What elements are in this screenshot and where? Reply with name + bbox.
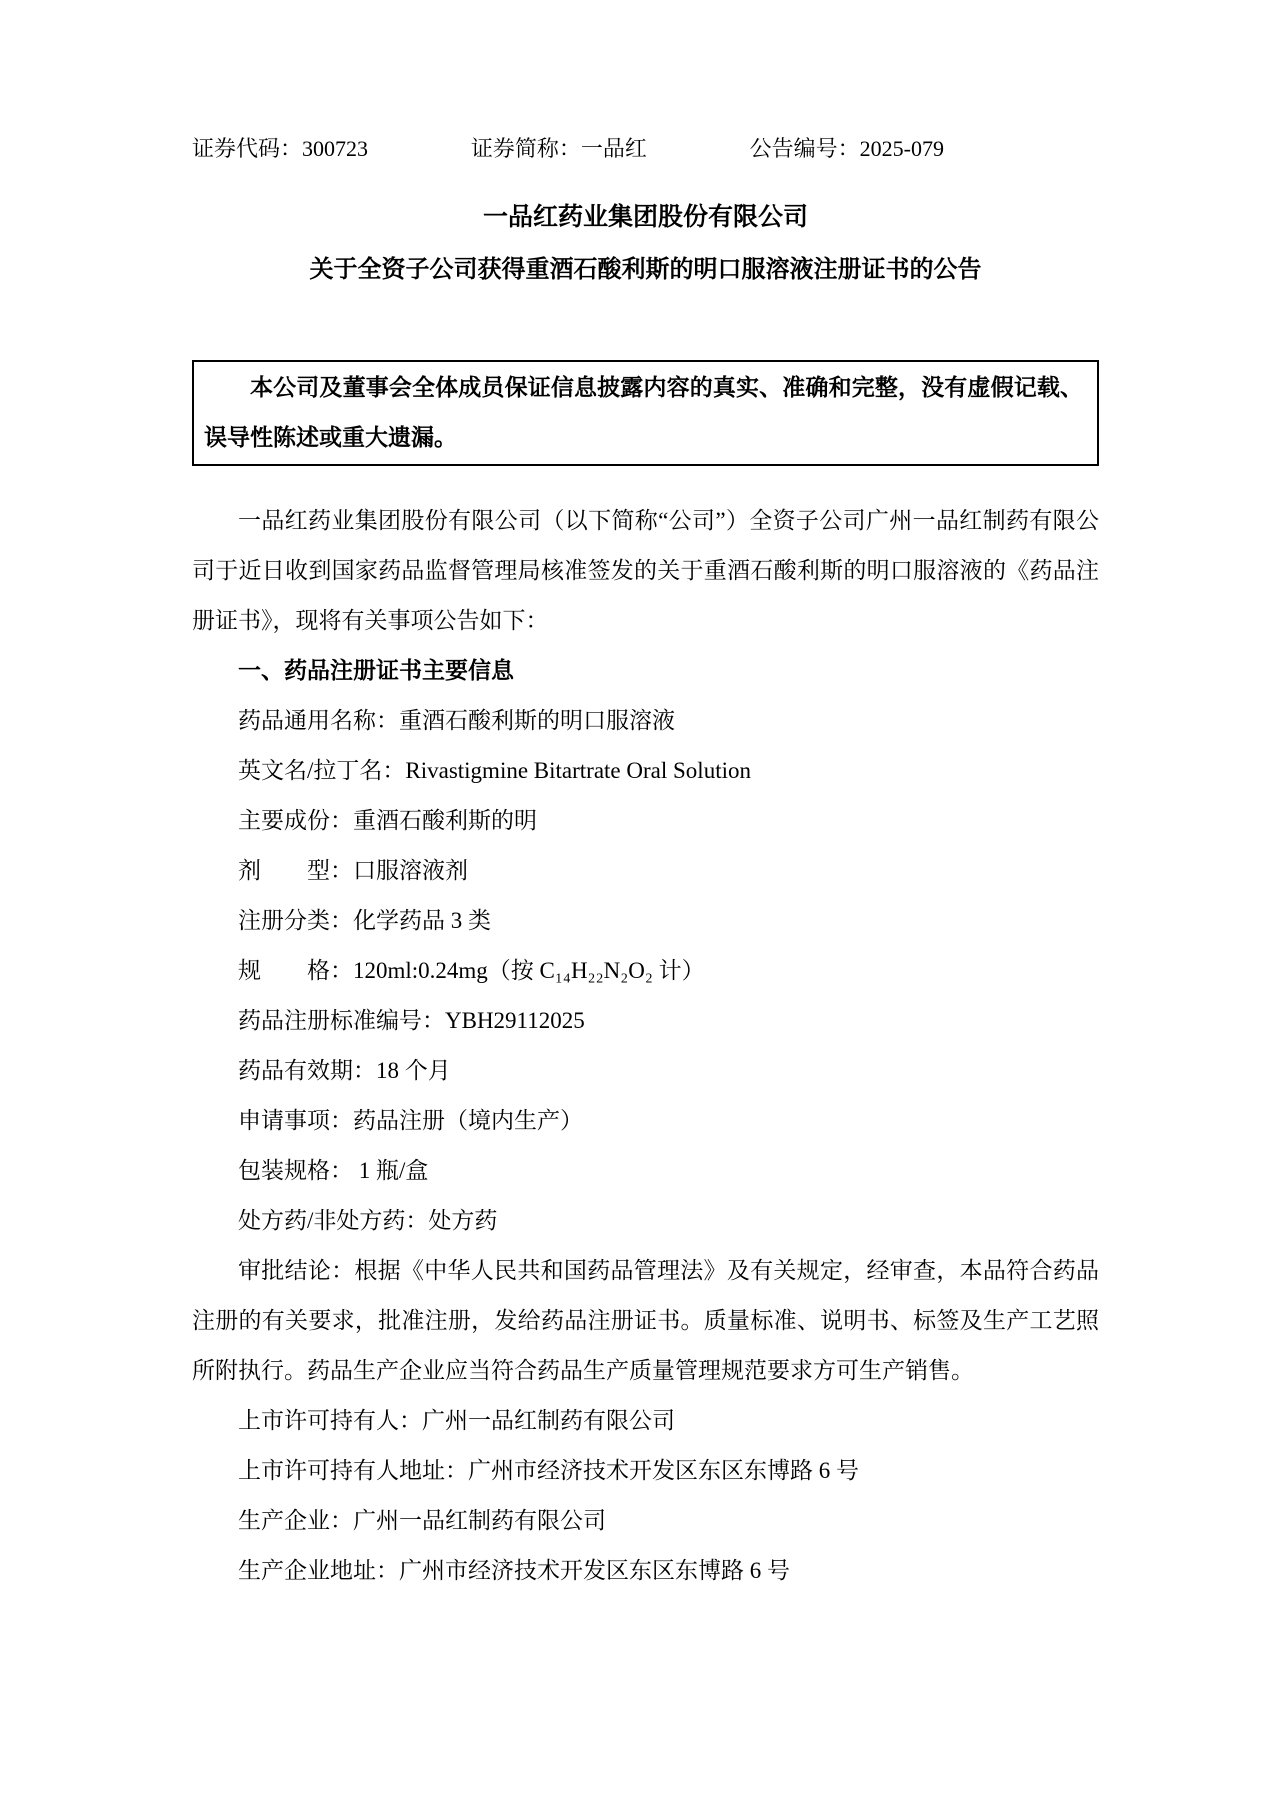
disclaimer-box bbox=[192, 360, 1099, 466]
company-title: 一品红药业集团股份有限公司 bbox=[482, 204, 808, 231]
field-rx-otc: 处方药/非处方药：处方药 bbox=[238, 1208, 498, 1233]
field-manufacturer-address: 生产企业地址：广州市经济技术开发区东区东博路 6 号 bbox=[238, 1558, 790, 1583]
stock-short-name: 证券简称：一品红 bbox=[470, 136, 647, 161]
announcement-number: 公告编号：2025-079 bbox=[749, 136, 944, 161]
intro-paragraph: 一品红药业集团股份有限公司（以下简称“公司”）全资子公司广州一品红制药有限公司于近日收到国家药品监督管理局核准签发的关于重酒石酸利斯的明口服溶液的《药品注册证书》，现将有关事项公告如下： bbox=[192, 508, 1099, 633]
field-registration-standard-number: 药品注册标准编号：YBH29112025 bbox=[238, 1008, 585, 1033]
field-registration-category: 注册分类：化学药品 3 类 bbox=[238, 908, 491, 933]
stock-code: 证券代码：300723 bbox=[192, 136, 369, 161]
field-english-name: 英文名/拉丁名：Rivastigmine Bitartrate Oral Solution bbox=[238, 758, 751, 783]
field-package-specification: 包装规格： 1 瓶/盒 bbox=[238, 1158, 429, 1183]
document-header-row bbox=[192, 134, 1099, 164]
disclaimer-text: 本公司及董事会全体成员保证信息披露内容的真实、准确和完整，没有虚假记载、误导性陈述或重大遗漏。 bbox=[204, 375, 1083, 450]
field-main-ingredient: 主要成份：重酒石酸利斯的明 bbox=[238, 808, 537, 833]
approval-conclusion-paragraph: 审批结论：根据《中华人民共和国药品管理法》及有关规定，经审查，本品符合药品注册的有关要求，批准注册，发给药品注册证书。质量标准、说明书、标签及生产工艺照所附执行。药品生产企业应当符合药品生产质量管理规范要求方可生产销售。 bbox=[192, 1258, 1099, 1383]
field-generic-name: 药品通用名称：重酒石酸利斯的明口服溶液 bbox=[238, 708, 675, 733]
field-specification: 规 格：120ml:0.24mg（按 C₁₄H₂₂N₂O₂ 计） bbox=[238, 958, 705, 983]
section1-heading: 一、药品注册证书主要信息 bbox=[238, 658, 514, 683]
field-dosage-form: 剂 型：口服溶液剂 bbox=[238, 858, 468, 883]
field-marketing-authorization-holder-address: 上市许可持有人地址：广州市经济技术开发区东区东博路 6 号 bbox=[238, 1458, 859, 1483]
field-application-matter: 申请事项：药品注册（境内生产） bbox=[238, 1108, 583, 1133]
field-validity-period: 药品有效期：18 个月 bbox=[238, 1058, 451, 1083]
field-marketing-authorization-holder: 上市许可持有人：广州一品红制药有限公司 bbox=[238, 1408, 675, 1433]
announcement-title: 关于全资子公司获得重酒石酸利斯的明口服溶液注册证书的公告 bbox=[309, 257, 982, 283]
document-body bbox=[192, 496, 1099, 1596]
field-manufacturer: 生产企业：广州一品红制药有限公司 bbox=[238, 1508, 606, 1533]
